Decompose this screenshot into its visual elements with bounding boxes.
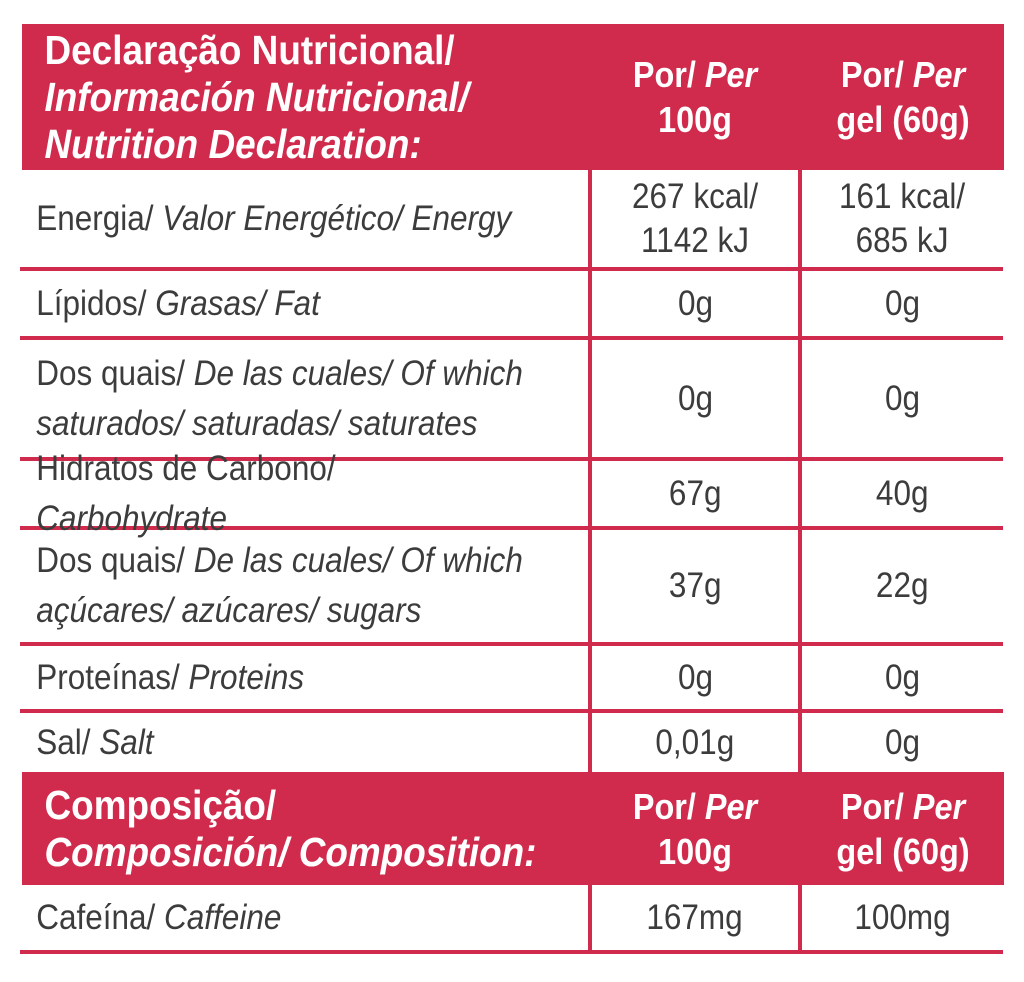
- row-salt: [20, 709, 1003, 772]
- header-title-line3: Nutrition Declaration:: [44, 120, 422, 167]
- label-cell: Sal/ Salt: [36, 722, 154, 762]
- nutrition-table-body: [20, 170, 1003, 772]
- header-title-cell: [22, 772, 588, 885]
- label-cell: Cafeína/ Caffeine: [36, 897, 282, 937]
- value-per-100g: 167mg: [588, 885, 802, 950]
- value-per-gel: 40g: [876, 473, 929, 513]
- header-title-line2: Información Nutricional/: [44, 73, 469, 120]
- label-cell: Dos quais/ De las cuales/ Of which saturados/ saturadas/ saturates: [36, 353, 523, 443]
- row-energy: [20, 170, 1003, 267]
- label-cell: Hidratos de Carbono/ Carbohydrate: [36, 448, 336, 538]
- value-per-gel: 0g: [884, 657, 921, 697]
- header-title: [22, 27, 469, 168]
- value-per-gel: 0g: [884, 722, 921, 762]
- value-per-100g: 0,01g: [588, 713, 802, 772]
- value-per-100g: 67g: [588, 461, 802, 526]
- value-per-gel: 161 kcal/ 685 kJ: [839, 176, 966, 260]
- composition-title-line1: Composição/: [44, 781, 277, 828]
- row-fat: [20, 267, 1003, 336]
- value-per-gel: 0g: [884, 283, 921, 323]
- row-saturates: [20, 336, 1003, 457]
- label-cell: Dos quais/ De las cuales/ Of which açúcares/ azúcares/ sugars: [36, 541, 523, 630]
- value-per-100g: 37g: [588, 530, 802, 642]
- row-protein: [20, 642, 1003, 709]
- header-title-line1: Declaração Nutricional/: [44, 26, 455, 73]
- composition-header: [22, 772, 1004, 885]
- value-per-gel: 100mg: [854, 897, 951, 937]
- row-caffeine: [20, 885, 1003, 954]
- row-carbohydrate: [20, 448, 1003, 538]
- header-title-cell: [22, 24, 588, 170]
- value-per-100g: 0g: [588, 271, 802, 336]
- label-cell: Proteínas/ Proteins: [36, 657, 305, 697]
- value-per-100g: 267 kcal/ 1142 kJ: [588, 170, 802, 267]
- col-header-per-100g: Por/ Per 100g: [632, 54, 758, 140]
- value-per-gel: 22g: [876, 566, 929, 605]
- row-sugars: [20, 526, 1003, 642]
- composition-title-line2: Composición/ Composition:: [44, 828, 537, 875]
- value-per-100g: 0g: [588, 646, 802, 709]
- col-header-per-gel: Por/ Per gel (60g): [836, 785, 970, 872]
- label-cell: Energia/ Valor Energético/ Energy: [36, 198, 512, 238]
- col-header-per-gel: Por/ Per gel (60g): [836, 54, 970, 140]
- col-header-per-100g: Por/ Per 100g: [632, 785, 758, 872]
- nutrition-declaration-header: [22, 24, 1004, 170]
- value-per-gel: 0g: [884, 378, 921, 418]
- value-per-100g: 0g: [588, 340, 802, 457]
- composition-table-body: [20, 885, 1003, 954]
- composition-title: [22, 782, 536, 876]
- label-cell: Lípidos/ Grasas/ Fat: [36, 283, 320, 323]
